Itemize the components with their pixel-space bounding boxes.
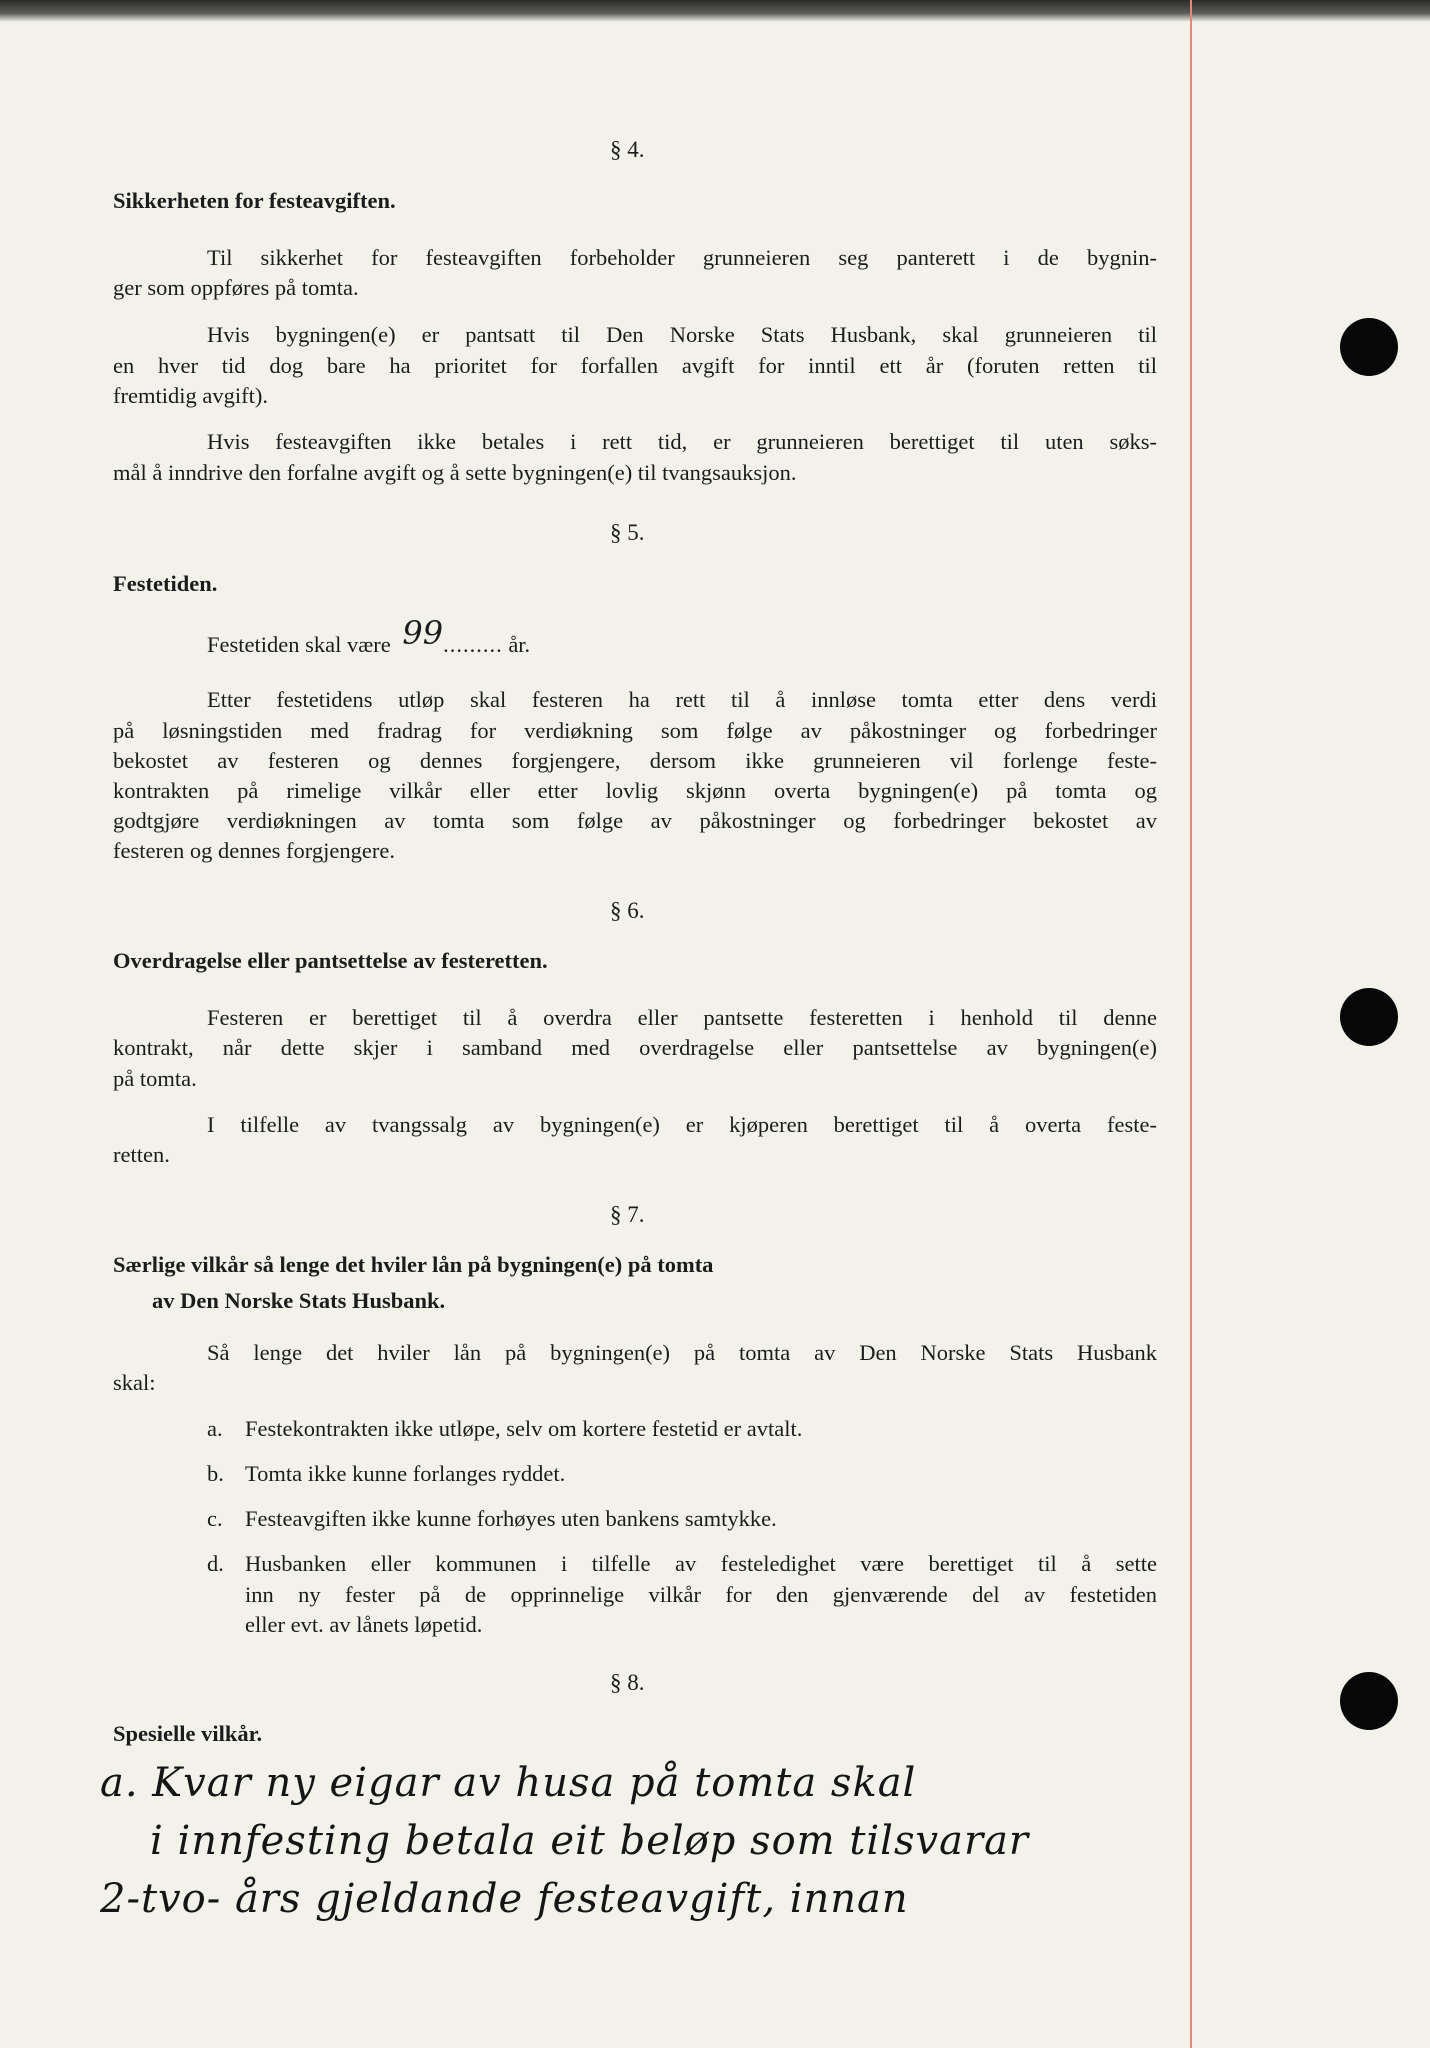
festetid-line: [207, 614, 531, 660]
handwritten-line: a. Kvar ny eigar av husa på tomta skal: [100, 1760, 917, 1806]
section-7-heading: av Den Norske Stats Husbank.: [152, 1288, 446, 1313]
festetid-prefix: Festetiden skal være: [207, 632, 391, 657]
section-7-heading: Særlige vilkår så lenge det hviler lån på bygningen(e) på tomta: [113, 1252, 714, 1277]
s5-p1-line: Etter festetidens utløp skal festeren ha rett til å innløse tomta etter dens verdi: [207, 687, 1157, 712]
punch-hole: [1340, 988, 1398, 1046]
s4-p3-line: Hvis festeavgiften ikke betales i rett tid, er grunneieren berettiget til uten søks-: [207, 429, 1157, 454]
list-letter: a.: [207, 1416, 223, 1441]
festetid-suffix: år.: [508, 632, 531, 657]
s4-p1-line: ger som oppføres på tomta.: [113, 275, 359, 300]
s6-p2-line: I tilfelle av tvangssalg av bygningen(e) er kjøperen berettiget til å overta feste-: [207, 1112, 1157, 1137]
section-8-number: § 8.: [610, 1670, 645, 1695]
s4-p3-line: mål å inndrive den forfalne avgift og å sette bygningen(e) til tvangsauksjon.: [113, 460, 797, 485]
dotted-fill: .........: [443, 632, 503, 657]
section-4-number: § 4.: [610, 137, 645, 162]
list-item-text: Festeavgiften ikke kunne forhøyes uten bankens samtykke.: [245, 1506, 777, 1531]
red-margin-line: [1190, 0, 1192, 2048]
s4-p2-line: Hvis bygningen(e) er pantsatt til Den Norske Stats Husbank, skal grunneieren til: [207, 322, 1157, 347]
punch-hole: [1340, 318, 1398, 376]
section-6-heading: Overdragelse eller pantsettelse av festeretten.: [113, 948, 548, 973]
list-item-text: eller evt. av lånets løpetid.: [245, 1612, 483, 1637]
section-7-number: § 7.: [610, 1202, 645, 1227]
scan-top-edge: [0, 0, 1430, 22]
s6-p1-line: på tomta.: [113, 1066, 197, 1091]
s4-p1-line: Til sikkerhet for festeavgiften forbeholder grunneieren seg panterett i de bygnin-: [207, 245, 1157, 270]
list-item-text: Tomta ikke kunne forlanges ryddet.: [245, 1461, 566, 1486]
section-4-heading: Sikkerheten for festeavgiften.: [113, 188, 396, 213]
list-item-text: Festekontrakten ikke utløpe, selv om kortere festetid er avtalt.: [245, 1416, 803, 1441]
s5-p1-line: bekostet av festeren og dennes forgjengere, dersom ikke grunneieren vil forlenge feste-: [113, 748, 1157, 773]
s5-p1-line: kontrakten på rimelige vilkår eller etter lovlig skjønn overta bygningen(e) på tomta og: [113, 778, 1157, 803]
s5-p1-line: godtgjøre verdiøkningen av tomta som følge av påkostninger og forbedringer bekostet av: [113, 808, 1157, 833]
list-item-text: inn ny fester på de opprinnelige vilkår for den gjenværende del av festetiden: [245, 1582, 1157, 1607]
festetid-value: 99: [402, 614, 444, 652]
handwritten-line: i innfesting betala eit beløp som tilsvarar: [150, 1818, 1030, 1864]
punch-hole: [1340, 1672, 1398, 1730]
s5-p1-line: på løsningstiden med fradrag for verdiøkning som følge av påkostninger og forbedringer: [113, 718, 1157, 743]
list-letter: b.: [207, 1461, 224, 1486]
s6-p2-line: retten.: [113, 1142, 170, 1167]
s6-p1-line: Festeren er berettiget til å overdra eller pantsette festeretten i henhold til denne: [207, 1005, 1157, 1030]
s6-p1-line: kontrakt, når dette skjer i samband med overdragelse eller pantsettelse av bygningen(e): [113, 1035, 1157, 1060]
section-5-heading: Festetiden.: [113, 571, 218, 596]
section-6-number: § 6.: [610, 898, 645, 923]
list-letter: c.: [207, 1506, 223, 1531]
s4-p2-line: en hver tid dog bare ha prioritet for forfallen avgift for inntil ett år (foruten retten til: [113, 353, 1157, 378]
section-8-heading: Spesielle vilkår.: [113, 1721, 263, 1746]
handwritten-line: 2-tvo- års gjeldande festeavgift, innan: [100, 1876, 909, 1922]
s7-intro-line: skal:: [113, 1370, 156, 1395]
list-item-text: Husbanken eller kommunen i tilfelle av festeledighet være berettiget til å sette: [245, 1551, 1157, 1576]
s7-intro-line: Så lenge det hviler lån på bygningen(e) på tomta av Den Norske Stats Husbank: [207, 1340, 1157, 1365]
s4-p2-line: fremtidig avgift).: [113, 383, 268, 408]
s5-p1-line: festeren og dennes forgjengere.: [113, 838, 395, 863]
section-5-number: § 5.: [610, 520, 645, 545]
list-letter: d.: [207, 1551, 224, 1576]
